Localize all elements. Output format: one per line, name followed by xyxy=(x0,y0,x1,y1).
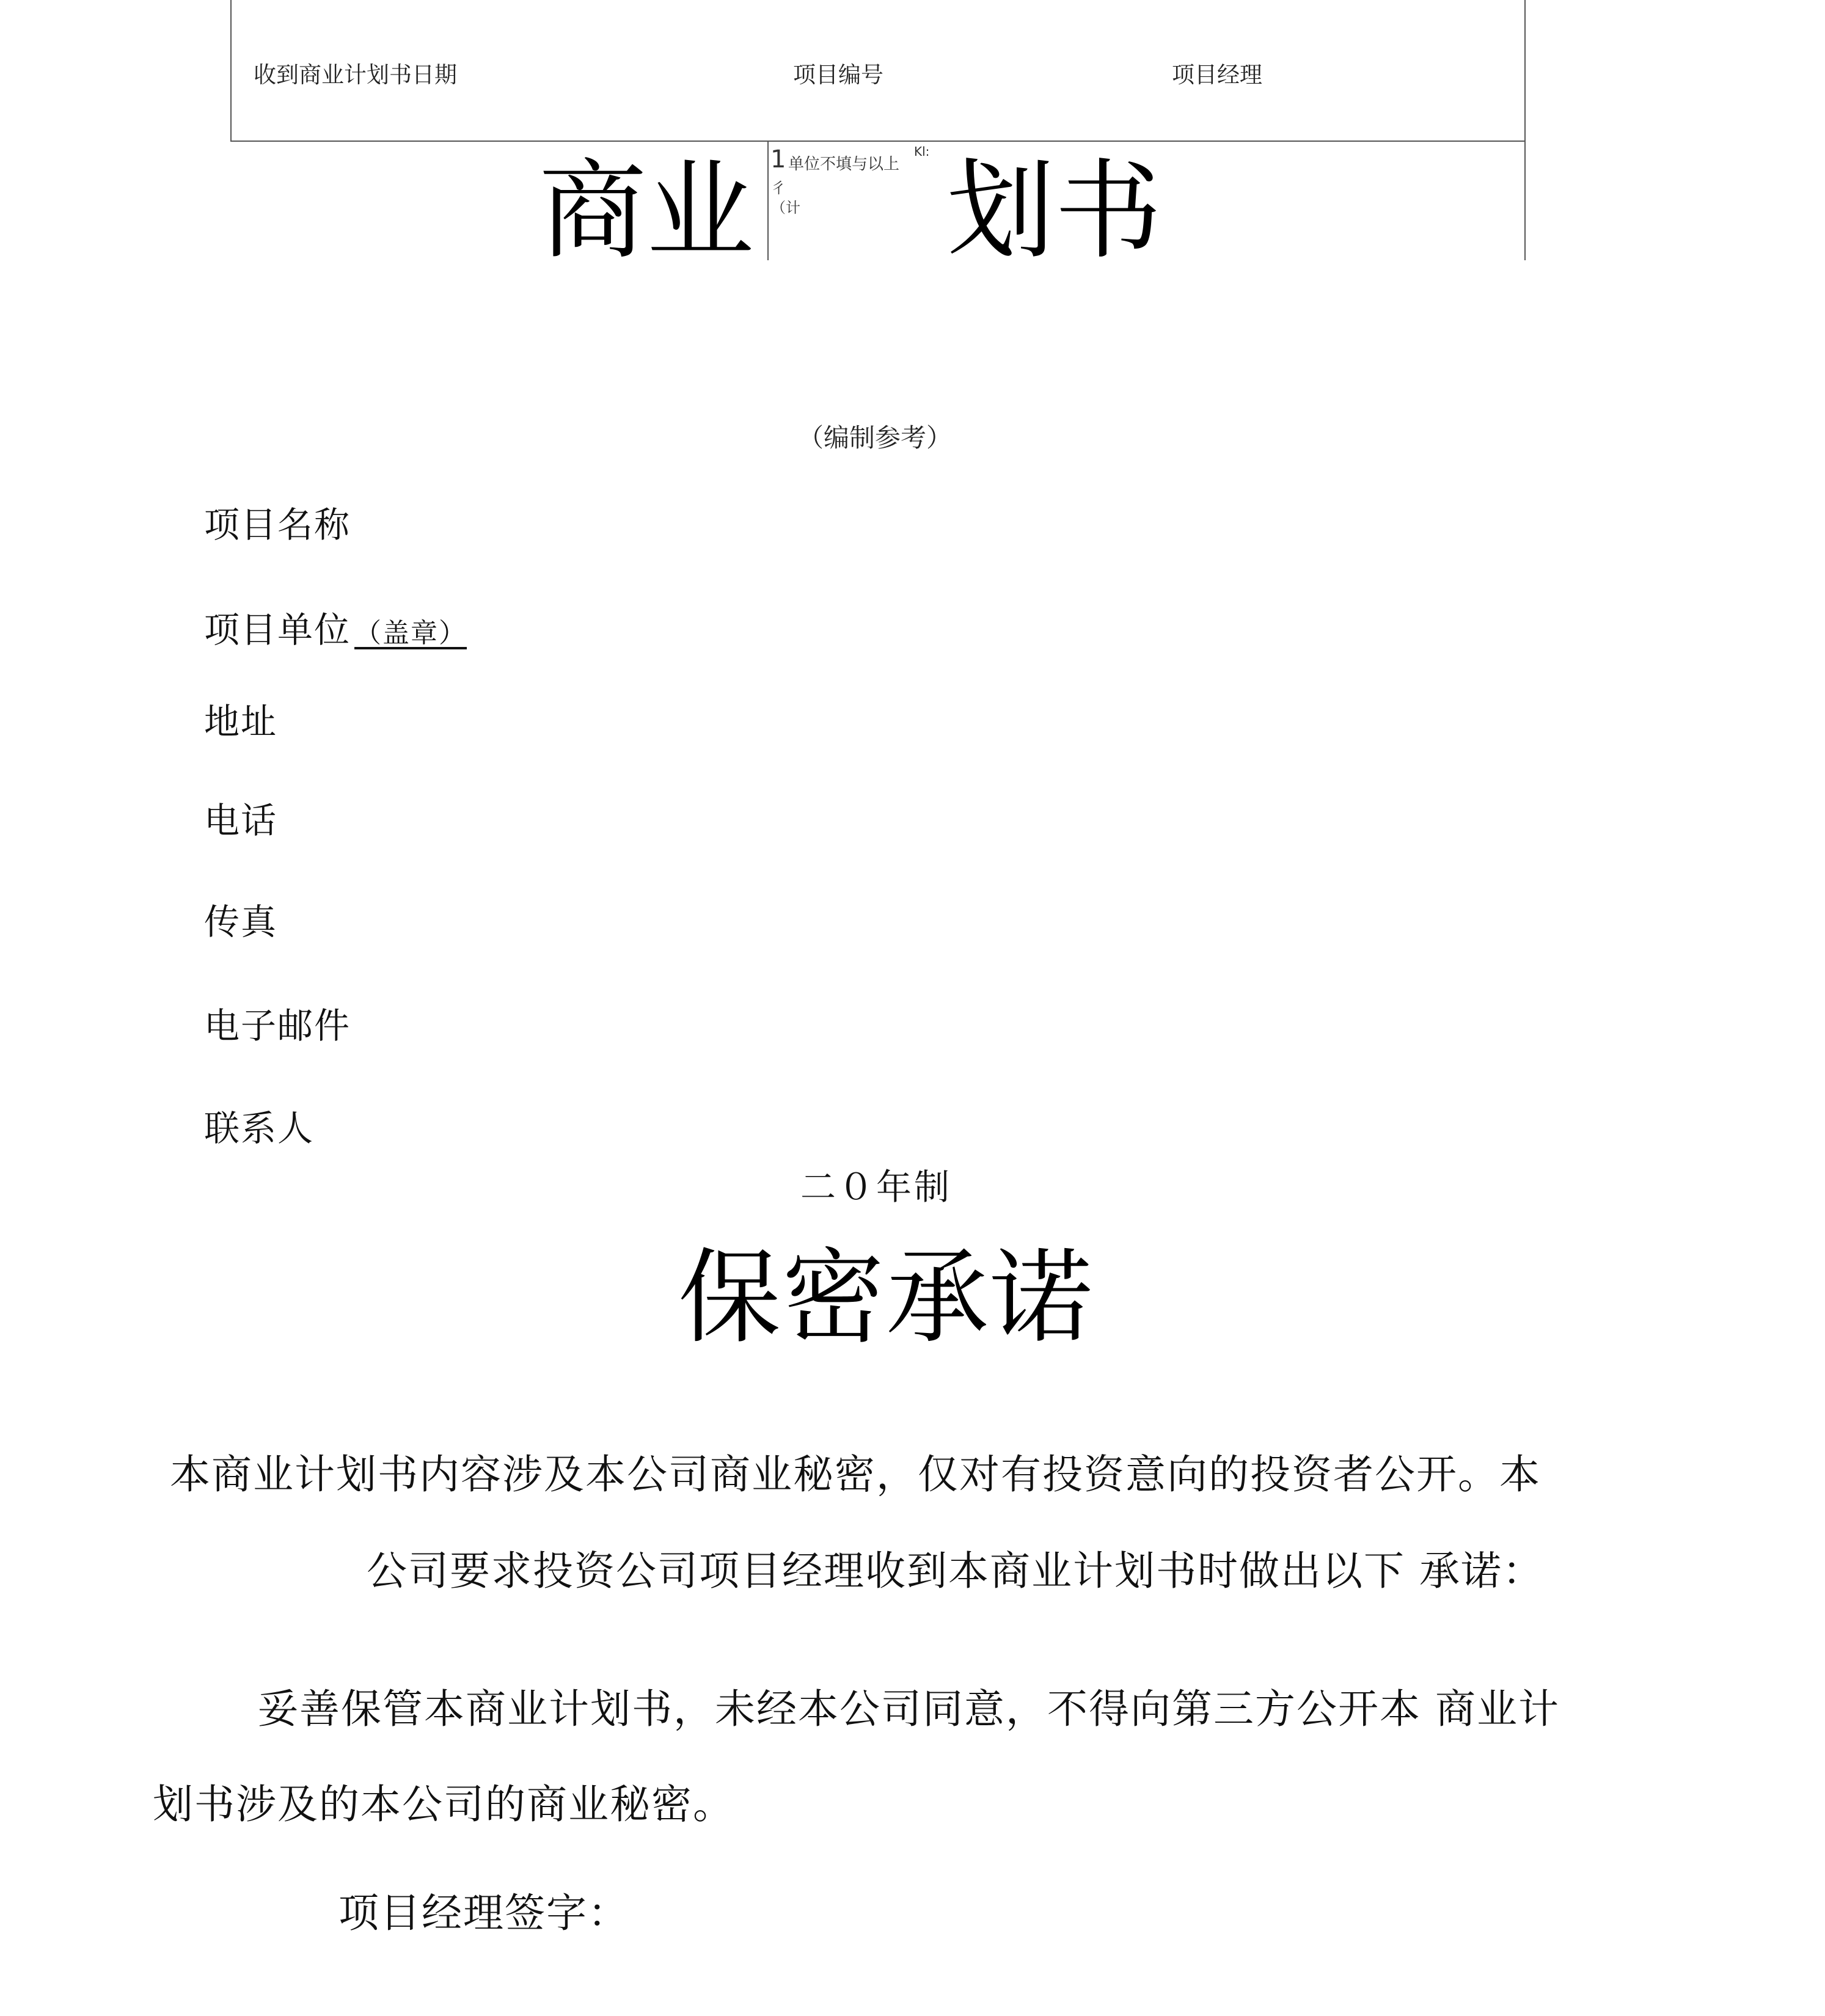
side-note-number: 1 xyxy=(770,145,786,173)
project-unit-text: 项目单位 xyxy=(204,609,351,651)
confidentiality-para1-line1: 本商业计划书内容涉及本公司商业秘密，仅对有投资意向的投资者公开。本 xyxy=(170,1451,1541,1498)
confidentiality-para2-line2: 划书涉及的本公司的商业秘密。 xyxy=(153,1781,734,1828)
received-date-label: 收到商业计划书日期 xyxy=(254,62,457,88)
cover-title-part2: 划书 xyxy=(947,148,1163,260)
year-line: 二０年制 xyxy=(800,1166,953,1208)
address-label: 地址 xyxy=(204,701,278,742)
project-name-label: 项目名称 xyxy=(204,504,351,546)
confidentiality-para2-line1: 妥善保管本商业计划书，未经本公司同意，不得向第三方公开本 商业计 xyxy=(258,1685,1560,1733)
project-manager-label: 项目经理 xyxy=(1172,62,1262,88)
project-unit-label xyxy=(204,601,481,652)
confidentiality-title: 保密承诺 xyxy=(678,1238,1094,1357)
confidentiality-para1-line2: 公司要求投资公司项目经理收到本商业计划书时做出以下 承诺： xyxy=(367,1547,1544,1594)
signature-label: 项目经理签字： xyxy=(338,1890,629,1937)
cover-title-part1: 商业 xyxy=(539,148,755,260)
phone-label: 电话 xyxy=(204,800,278,841)
side-note-paren: （计 xyxy=(771,199,800,216)
cover-subtitle: （编制参考） xyxy=(798,423,953,453)
project-number-label: 项目编号 xyxy=(793,62,883,88)
fax-label: 传真 xyxy=(204,901,278,943)
table-right-border xyxy=(1524,142,1526,260)
side-note-glyph: 彳 xyxy=(771,180,786,197)
project-unit-stamp: （盖章） xyxy=(354,618,467,649)
side-note-mark: Kl: xyxy=(914,144,930,159)
contact-label: 联系人 xyxy=(204,1108,315,1149)
email-label: 电子邮件 xyxy=(204,1005,351,1046)
side-note-text: 单位不填与以上 xyxy=(788,155,900,173)
